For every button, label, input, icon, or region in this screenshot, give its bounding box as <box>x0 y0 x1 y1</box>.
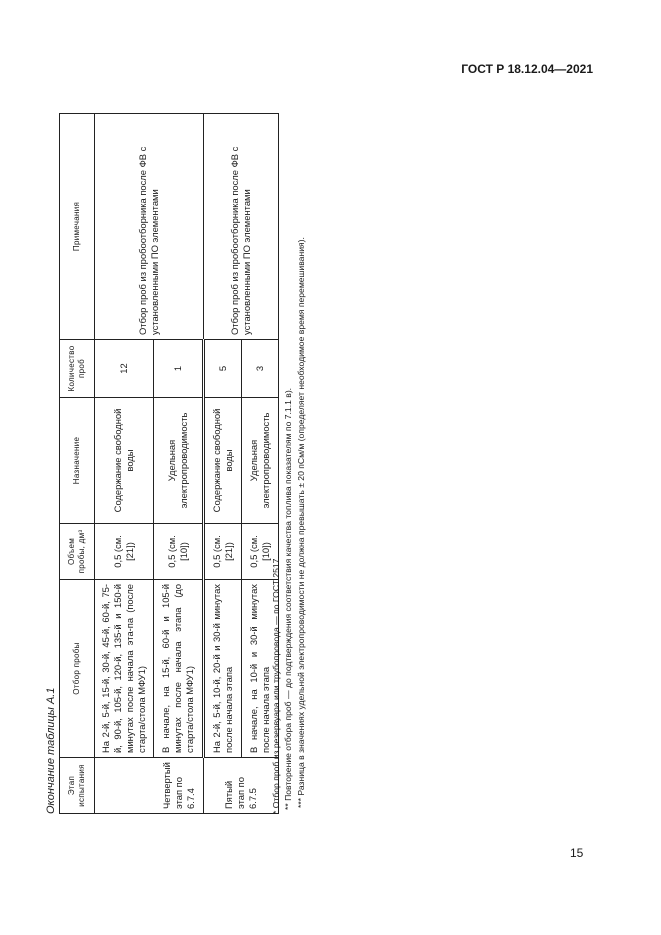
footnote-3: *** Разница в значениях удельной электропроводимости не должна превышать ± 20 пСм/м (определяет необходимое время перемешивания). <box>295 237 306 808</box>
page-number: 15 <box>570 846 584 860</box>
count-cell: 3 <box>242 340 279 398</box>
volume-cell: 0,5 (см. [10]) <box>154 524 204 580</box>
purpose-cell: Содержание свободной воды <box>204 398 242 524</box>
purpose-cell: Удельная электропроводимость <box>154 398 204 524</box>
notes-cell: Отбор проб из пробоотборника после ФВ с установленными ПО элементами <box>95 114 204 340</box>
count-cell: 5 <box>204 340 242 398</box>
purpose-cell: Содержание свободной воды <box>95 398 154 524</box>
purpose-cell: Удельная электропроводимость <box>242 398 279 524</box>
rotated-table-area <box>45 114 306 814</box>
count-cell: 12 <box>95 340 154 398</box>
notes-cell: Отбор проб из пробоотборника после ФВ с установленными ПО элементами <box>204 114 279 340</box>
document-standard-header: ГОСТ Р 18.12.04—2021 <box>461 62 593 76</box>
col-header-sampling: Отбор пробы <box>60 580 95 758</box>
stage-cell: Четвертый этап по 6.7.4 <box>95 758 204 814</box>
count-cell: 1 <box>154 340 204 398</box>
footnote-1: * Отбор проб из резервуара или трубопровода — по ГОСТ 2517. <box>271 556 281 814</box>
sampling-cell: В начале, на 15-й, 60-й и 105-й минутах после начала этапа (до старта/стола МФУ1) <box>154 580 204 758</box>
volume-cell: 0,5 (см. [10]) <box>242 524 279 580</box>
col-header-stage: Этап испытания <box>60 758 95 814</box>
table-footnotes <box>270 114 307 814</box>
footnote-2: ** Повторение отбора проб — до подтверждения соответствия качества топлива показателям по 7.1.1 в). <box>283 387 294 810</box>
col-header-purpose: Назначение <box>60 398 95 524</box>
table-row <box>204 114 242 814</box>
col-header-volume: Объем пробы, дм³ <box>60 524 95 580</box>
volume-cell: 0,5 (см. [21]) <box>204 524 242 580</box>
table-caption: Окончание таблицы А.1 <box>45 687 57 814</box>
table-row <box>95 114 154 814</box>
sampling-cell: На 2-й, 5-й, 15-й, 30-й, 45-й, 60-й, 75-й, 90-й, 105-й, 120-й, 135-й и 150-й минутах после начала эта-па (после старта/стола МФУ1) <box>95 580 154 758</box>
sampling-cell: В начале, на 10-й и 30-й минутах после начала этапа <box>242 580 279 758</box>
col-header-notes: Примечания <box>60 114 95 340</box>
volume-cell: 0,5 (см. [21]) <box>95 524 154 580</box>
sampling-table <box>59 113 279 814</box>
col-header-count: Количество проб <box>60 340 95 398</box>
table-header-row <box>60 114 95 814</box>
stage-cell: Пятый этап по 6.7.5 <box>204 758 279 814</box>
sampling-cell: На 2-й, 5-й, 10-й, 20-й и 30-й минутах после начала этапа <box>204 580 242 758</box>
